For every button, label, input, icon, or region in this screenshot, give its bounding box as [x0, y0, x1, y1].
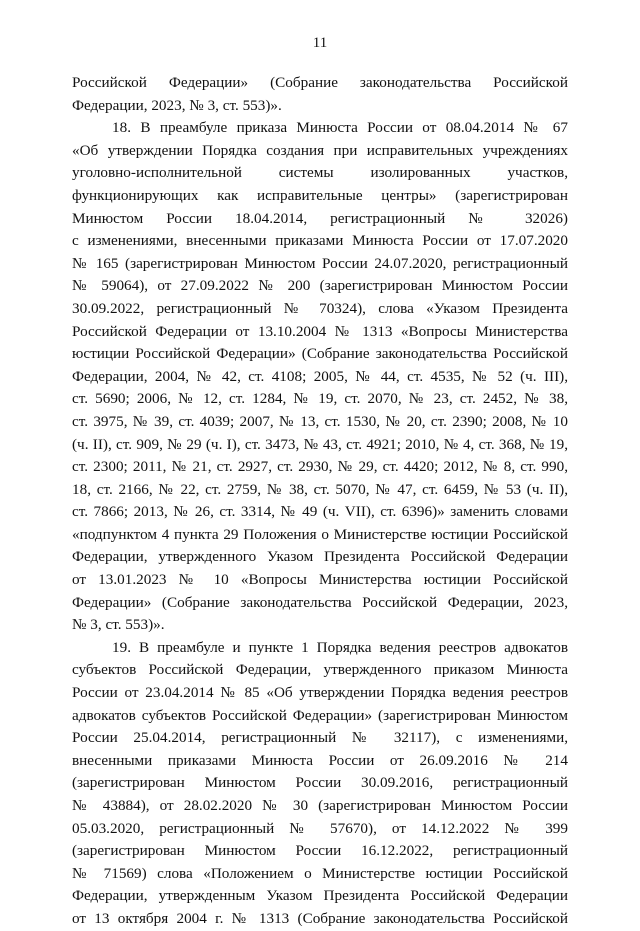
- text-line: от 13 октября 2004 г. № 1313 (Собрание законодательства Российской: [72, 909, 568, 927]
- text-line: № 43884), от 28.02.2020 № 30 (зарегистрирован Минюстом России: [72, 797, 568, 814]
- text-line: 05.03.2020, регистрационный № 57670), от 14.12.2022 № 399: [72, 819, 568, 837]
- text-line: Федерации, 2023, № 3, ст. 553)».: [72, 96, 282, 114]
- text-line: «Об утверждении Порядка создания при исправительных учреждениях: [72, 141, 568, 159]
- text-line: Минюстом России 18.04.2014, регистрационный № 32026): [72, 209, 568, 227]
- text-line: «подпунктом 4 пункта 29 Положения о Министерстве юстиции Российской: [72, 525, 568, 543]
- paragraph-18-start: 18. В преамбуле приказа Минюста России от 08.04.2014 № 67: [112, 119, 568, 137]
- text-line: Российской Федерации от 13.10.2004 № 1313 «Вопросы Министерства: [72, 322, 568, 340]
- text-line: № 71569) слова «Положением о Министерстве юстиции Российской: [72, 864, 568, 882]
- text-line: уголовно-исполнительной системы изолированных участков,: [72, 164, 568, 182]
- text-line: России от 23.04.2014 № 85 «Об утверждении Порядка ведения реестров: [72, 684, 568, 702]
- text-line: функционирующих как исправительные центры» (зарегистрирован: [72, 186, 568, 204]
- text-line: № 59064), от 27.09.2022 № 200 (зарегистрирован Минюстом России: [72, 277, 568, 295]
- text-line: субъектов Российской Федерации, утвержденного приказом Минюста: [72, 661, 568, 679]
- text-line: с изменениями, внесенными приказами Минюста России от 17.07.2020: [72, 232, 568, 250]
- text-line: Федерации, утвержденного Указом Президента Российской Федерации: [72, 548, 568, 566]
- text-line: ст. 3975, № 39, ст. 4039; 2007, № 13, ст. 1530, № 20, ст. 2390; 2008, № 10: [72, 412, 568, 430]
- text-line: № 165 (зарегистрирован Минюстом России 24.07.2020, регистрационный: [72, 254, 568, 272]
- text-line: Федерации, 2004, № 42, ст. 4108; 2005, № 44, ст. 4535, № 52 (ч. III),: [72, 367, 568, 385]
- text-line: внесенными приказами Минюста России от 26.09.2016 № 214: [72, 751, 568, 769]
- text-line: 30.09.2022, регистрационный № 70324), слова «Указом Президента: [72, 299, 568, 317]
- text-line: Российской Федерации» (Собрание законодательства Российской: [72, 74, 568, 91]
- text-line: Федерации» (Собрание законодательства Российской Федерации, 2023,: [72, 593, 568, 611]
- text-line: адвокатов субъектов Российской Федерации» (зарегистрирован Минюстом: [72, 706, 568, 724]
- text-line: ст. 5690; 2006, № 12, ст. 1284, № 19, ст. 2070, № 23, ст. 2452, № 38,: [72, 390, 568, 408]
- text-line: (зарегистрирован Минюстом России 16.12.2022, регистрационный: [72, 842, 568, 860]
- paragraph-19-start: 19. В преамбуле и пункте 1 Порядка ведения реестров адвокатов: [112, 638, 568, 656]
- text-line: (ч. II), ст. 909, № 29 (ч. I), ст. 3473, № 43, ст. 4921; 2010, № 4, ст. 368, № 19,: [72, 435, 568, 453]
- text-line: 18, ст. 2166, № 22, ст. 2759, № 38, ст. 5070, № 47, ст. 6459, № 53 (ч. II),: [72, 480, 568, 498]
- text-line: от 13.01.2023 № 10 «Вопросы Министерства юстиции Российской: [72, 571, 568, 589]
- text-line: юстиции Российской Федерации» (Собрание законодательства Российской: [72, 345, 568, 363]
- text-line: ст. 2300; 2011, № 21, ст. 2927, ст. 2930, № 29, ст. 4420; 2012, № 8, ст. 990,: [72, 458, 568, 476]
- text-line: № 3, ст. 553)».: [72, 616, 165, 634]
- document-body: [72, 72, 568, 931]
- text-line: ст. 7866; 2013, № 26, ст. 3314, № 49 (ч. VII), ст. 6396)» заменить словами: [72, 503, 568, 521]
- text-line: России 25.04.2014, регистрационный № 32117), с изменениями,: [72, 729, 568, 747]
- text-line: Федерации, утвержденным Указом Президента Российской Федерации: [72, 887, 568, 905]
- page-number: 11: [312, 35, 328, 51]
- text-line: (зарегистрирован Минюстом России 30.09.2016, регистрационный: [72, 774, 568, 792]
